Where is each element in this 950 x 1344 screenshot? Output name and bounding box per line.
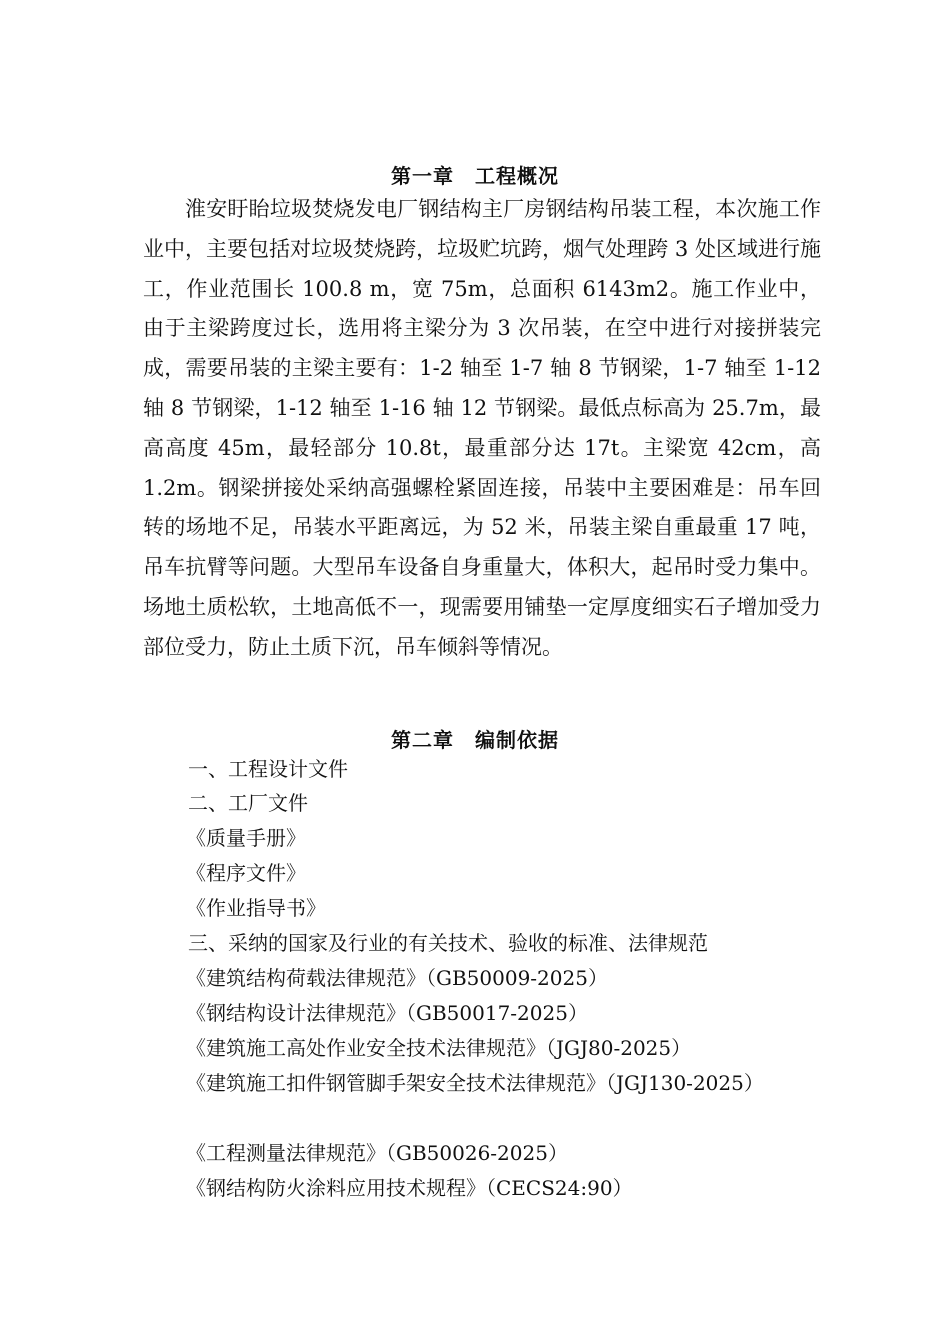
basis-item: 一、工程设计文件 [188, 757, 348, 781]
basis-item: 《作业指导书》 [186, 896, 326, 920]
basis-item: 《钢结构防火涂料应用技术规程》（CECS24:90） [186, 1176, 633, 1200]
basis-item: 二、工厂文件 [188, 791, 308, 815]
basis-item: 《程序文件》 [186, 861, 306, 885]
basis-item: 《建筑施工高处作业安全技术法律规范》（JGJ80-2025） [186, 1036, 692, 1060]
chapter-1-paragraph: 淮安盱眙垃圾焚烧发电厂钢结构主厂房钢结构吊装工程，本次施工作业中，主要包括对垃圾焚烧跨，垃圾贮坑跨，烟气处理跨 3 处区域进行施工，作业范围长 100.8 m，宽 75m，总面积 6143m2。施工作业中，由于主梁跨度过长，选用将主梁分为 3 次吊装，在空中进行对接拼装完成，需要吊装的主梁主要有：1-2 轴至 1-7 轴 8 节钢梁，1-7 轴至 1-12 轴 8 节钢梁，1-12 轴至 1-16 轴 12 节钢梁。最低点标高为 25.7m，最高高度 45m，最轻部分 10.8t，最重部分达 17t。主梁宽 42cm，高 1.2m。钢梁拼接处采纳高强螺栓紧固连接，吊装中主要困难是：吊车回转的场地不足，吊装水平距离远，为 52 米，吊装主梁自重最重 17 吨，吊车抗臂等问题。大型吊车设备自身重量大，体积大，起吊时受力集中。场地土质松软，土地高低不一，现需要用铺垫一定厚度细实石子增加受力部位受力，防止土质下沉，吊车倾斜等情况。 [143, 197, 821, 659]
basis-item: 《建筑结构荷载法律规范》（GB50009-2025） [186, 966, 608, 990]
basis-item: 三、采纳的国家及行业的有关技术、验收的标准、法律规范 [188, 931, 708, 955]
basis-item: 《建筑施工扣件钢管脚手架安全技术法律规范》（JGJ130-2025） [186, 1071, 764, 1095]
chapter-2-title: 第二章 编制依据 [391, 728, 559, 752]
basis-item: 《工程测量法律规范》（GB50026-2025） [186, 1141, 568, 1165]
basis-item: 《钢结构设计法律规范》（GB50017-2025） [186, 1001, 588, 1025]
basis-item: 《质量手册》 [186, 826, 306, 850]
chapter-1-title: 第一章 工程概况 [391, 164, 559, 188]
